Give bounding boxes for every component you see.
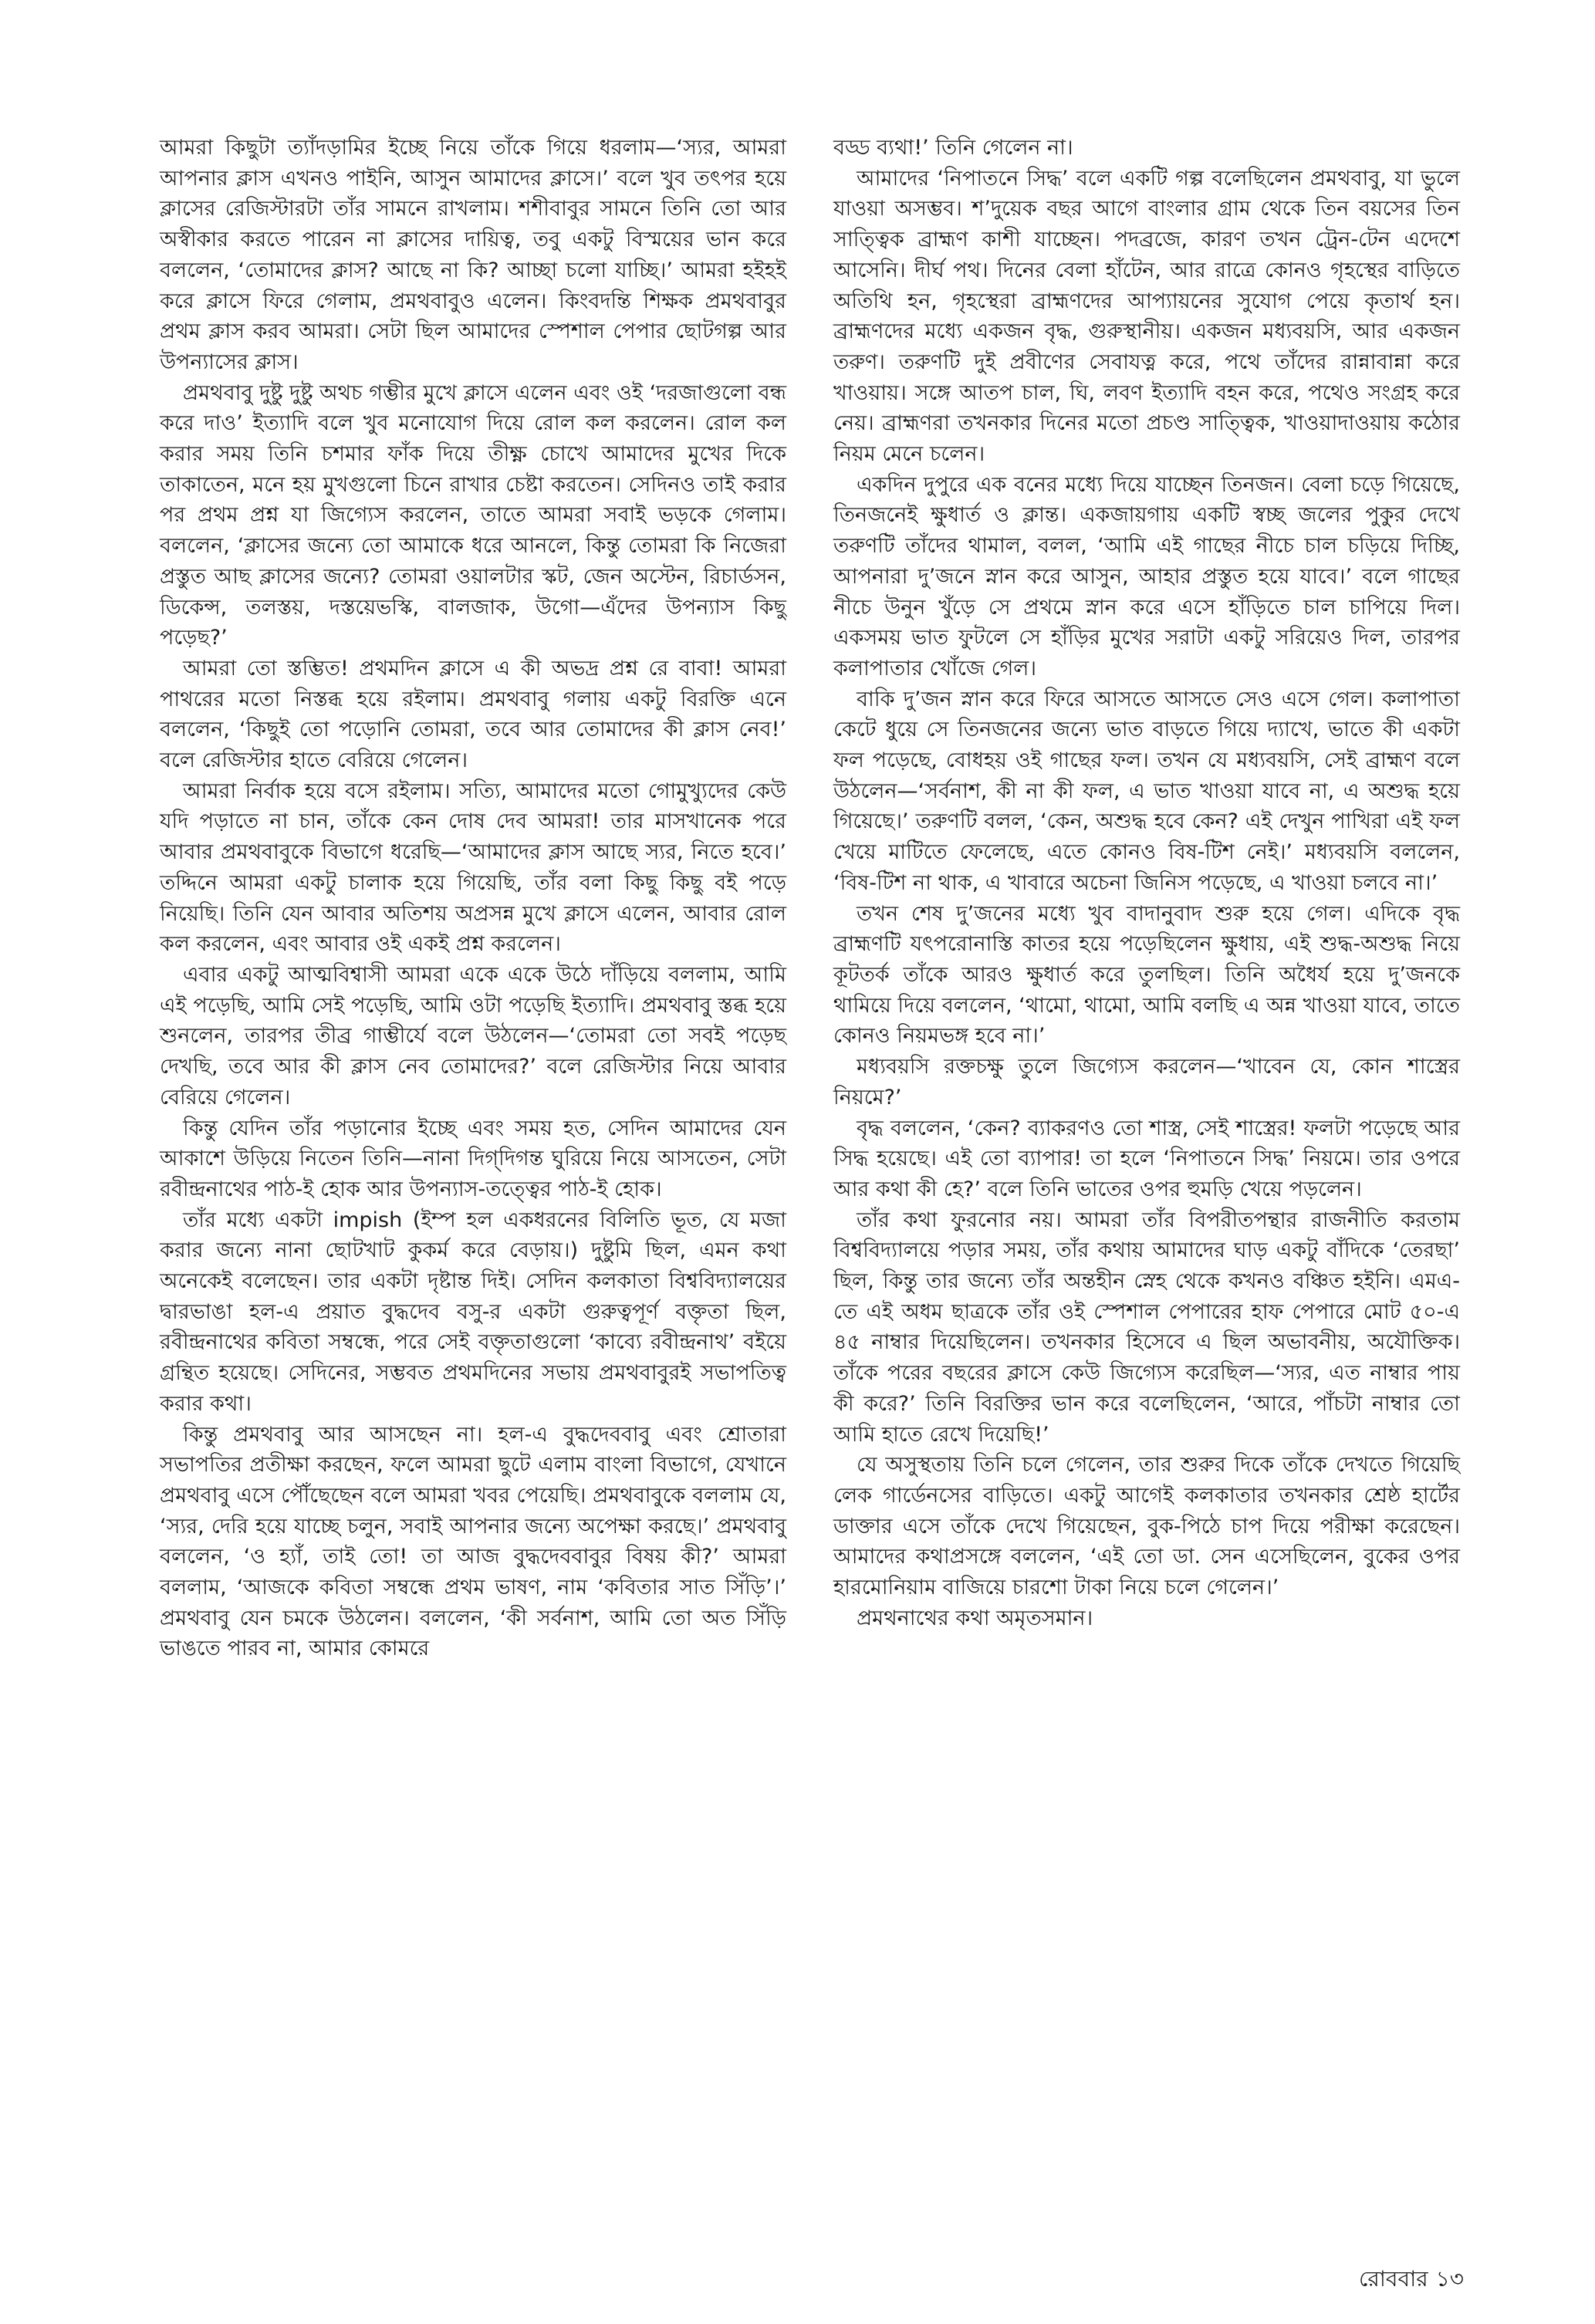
paragraph: আমরা তো স্তম্ভিত! প্রথমদিন ক্লাসে এ কী অভদ্র প্রশ্ন রে বাবা! আমরা পাথরের মতো নিস্তব্ধ হয়ে রইলাম। প্রমথবাবু গলায় একটু বিরক্তি এনে বললেন, ‘কিছুই তো পড়োনি তোমরা, তবে আর তোমাদের কী ক্লাস নেব!’ বলে রেজিস্টার হাতে বেরিয়ে গেলেন।	[160, 656, 786, 773]
page-number: ১৩	[1435, 2266, 1464, 2292]
paragraph: আমাদের ‘নিপাতনে সিদ্ধ’ বলে একটি গল্প বলেছিলেন প্রমথবাবু, যা ভুলে যাওয়া অসম্ভব। শ’দুয়েক বছর আগে বাংলার গ্রাম থেকে তিন বয়সের তিন সাত্ত্বিক ব্রাহ্মণ কাশী যাচ্ছেন। পদব্রজে, কারণ তখন ট্রেন-টেন এদেশে আসেনি। দীর্ঘ পথ। দিনের বেলা হাঁটেন, আর রাত্রে কোনও গৃহস্থের বাড়িতে অতিথি হন, গৃহস্থেরা ব্রাহ্মণদের আপ্যায়নের সুযোগ পেয়ে কৃতার্থ হন। ব্রাহ্মণদের মধ্যে একজন বৃদ্ধ, গুরুস্থানীয়। একজন মধ্যবয়সি, আর একজন তরুণ। তরুণটি দুই প্রবীণের সেবাযত্ন করে, পথে তাঁদের রান্নাবান্না করে খাওয়ায়। সঙ্গে আতপ চাল, ঘি, লবণ ইত্যাদি বহন করে, পথেও সংগ্রহ করে নেয়। ব্রাহ্মণরা তখনকার দিনের মতো প্রচণ্ড সাত্ত্বিক, খাওয়াদাওয়ায় কঠোর নিয়ম মেনে চলেন।	[833, 166, 1460, 467]
paragraph: কিন্তু যেদিন তাঁর পড়ানোর ইচ্ছে এবং সময় হত, সেদিন আমাদের যেন আকাশে উড়িয়ে নিতেন তিনি—নানা দিগ্‌দিগন্ত ঘুরিয়ে নিয়ে আসতেন, সেটা রবীন্দ্রনাথের পাঠ-ই হোক আর উপন্যাস-তত্ত্বের পাঠ-ই হোক।	[160, 1116, 786, 1201]
paragraph: তাঁর মধ্যে একটা impish (ইম্প হল একধরনের বিলিতি ভূত, যে মজা করার জন্যে নানা ছোটখাট কুকর্ম করে বেড়ায়।) দুষ্টুমি ছিল, এমন কথা অনেকেই বলেছেন। তার একটা দৃষ্টান্ত দিই। সেদিন কলকাতা বিশ্ববিদ্যালয়ের দ্বারভাঙা হল-এ প্রয়াত বুদ্ধদেব বসু-র একটা গুরুত্বপূর্ণ বক্তৃতা ছিল, রবীন্দ্রনাথের কবিতা সম্বন্ধে, পরে সেই বক্তৃতাগুলো ‘কাব্যে রবীন্দ্রনাথ’ বইয়ে গ্রন্থিত হয়েছে। সেদিনের, সম্ভবত প্রথমদিনের সভায় প্রমথবাবুরই সভাপতিত্ব করার কথা।	[160, 1208, 786, 1416]
paragraph: বৃদ্ধ বললেন, ‘কেন? ব্যাকরণও তো শাস্ত্র, সেই শাস্ত্রের! ফলটা পড়েছে আর সিদ্ধ হয়েছে। এই তো ব্যাপার! তা হলে ‘নিপাতনে সিদ্ধ’ নিয়মে। তার ওপরে আর কথা কী হে?’ বলে তিনি ভাতের ওপর হুমড়ি খেয়ে পড়লেন।	[833, 1116, 1460, 1201]
paragraph: বড্ড ব্যথা!’ তিনি গেলেন না।	[833, 136, 1073, 160]
publication-name: রোববার	[1359, 2266, 1428, 2292]
right-column	[833, 133, 1460, 1633]
page-footer	[1351, 2262, 1464, 2299]
paragraph: প্রমথনাথের কথা অমৃতসমান।	[857, 1606, 1093, 1630]
left-column	[160, 133, 786, 1664]
paragraph: আমরা কিছুটা ত্যাঁদড়ামির ইচ্ছে নিয়ে তাঁকে গিয়ে ধরলাম—‘স্যর, আমরা আপনার ক্লাস এখনও পাইনি, আসুন আমাদের ক্লাসে।’ বলে খুব তৎপর হয়ে ক্লাসের রেজিস্টারটা তাঁর সামনে রাখলাম। শশীবাবুর সামনে তিনি তো আর অস্বীকার করতে পারেন না ক্লাসের দায়িত্ব, তবু একটু বিস্ময়ের ভান করে বললেন, ‘তোমাদের ক্লাস? আছে না কি? আচ্ছা চলো যাচ্ছি।’ আমরা হইহই করে ক্লাসে ফিরে গেলাম, প্রমথবাবুও এলেন। কিংবদন্তি শিক্ষক প্রমথবাবুর প্রথম ক্লাস করব আমরা। সেটা ছিল আমাদের স্পেশাল পেপার ছোটগল্প আর উপন্যাসের ক্লাস।	[160, 136, 786, 374]
paragraph: আমরা নির্বাক হয়ে বসে রইলাম। সত্যি, আমাদের মতো গোমুখ্যুদের কেউ যদি পড়াতে না চান, তাঁকে কেন দোষ দেব আমরা! তার মাসখানেক পরে আবার প্রমথবাবুকে বিভাগে ধরেছি—‘আমাদের ক্লাস আছে স্যর, নিতে হবে।’ তদ্দিনে আমরা একটু চালাক হয়ে গিয়েছি, তাঁর বলা কিছু কিছু বই পড়ে নিয়েছি। তিনি যেন আবার অতিশয় অপ্রসন্ন মুখে ক্লাসে এলেন, আবার রোল কল করলেন, এবং আবার ওই একই প্রশ্ন করলেন।	[160, 779, 786, 957]
paragraph: প্রমথবাবু দুষ্টু দুষ্টু অথচ গম্ভীর মুখে ক্লাসে এলেন এবং ওই ‘দরজাগুলো বন্ধ করে দাও’ ইত্যাদি বলে খুব মনোযোগ দিয়ে রোল কল করলেন। রোল কল করার সময় তিনি চশমার ফাঁক দিয়ে তীক্ষ্ণ চোখে আমাদের মুখের দিকে তাকাতেন, মনে হয় মুখগুলো চিনে রাখার চেষ্টা করতেন। সেদিনও তাই করার পর প্রথম প্রশ্ন যা জিগ্যেস করলেন, তাতে আমরা সবাই ভড়কে গেলাম। বললেন, ‘ক্লাসের জন্যে তো আমাকে ধরে আনলে, কিন্তু তোমরা কি নিজেরা প্রস্তুত আছ ক্লাসের জন্যে? তোমরা ওয়ালটার স্কট, জেন অস্টেন, রিচার্ডসন, ডিকেন্স, তলস্তয়, দস্তয়েভস্কি, বালজাক, উগো—এঁদের উপন্যাস কিছু পড়েছ?’	[160, 380, 786, 650]
paragraph: তাঁর কথা ফুরনোর নয়। আমরা তাঁর বিপরীতপন্থার রাজনীতি করতাম বিশ্ববিদ্যালয়ে পড়ার সময়, তাঁর কথায় আমাদের ঘাড় একটু বাঁদিকে ‘তেরছা’ ছিল, কিন্তু তার জন্যে তাঁর অন্তহীন স্নেহ থেকে কখনও বঞ্চিত হইনি। এমএ-তে এই অধম ছাত্রকে তাঁর ওই স্পেশাল পেপারের হাফ পেপারে মোট ৫০-এ ৪৫ নাম্বার দিয়েছিলেন। তখনকার হিসেবে এ ছিল অভাবনীয়, অযৌক্তিক। তাঁকে পরের বছরের ক্লাসে কেউ জিগ্যেস করেছিল—‘স্যর, এত নাম্বার পায় কী করে?’ তিনি বিরক্তির ভান করে বলেছিলেন, ‘আরে, পাঁচটা নাম্বার তো আমি হাতে রেখে দিয়েছি!’	[833, 1208, 1460, 1447]
paragraph: যে অসুস্থতায় তিনি চলে গেলেন, তার শুরুর দিকে তাঁকে দেখতে গিয়েছি লেক গার্ডেনসের বাড়িতে। একটু আগেই কলকাতার তখনকার শ্রেষ্ঠ হার্টের ডাক্তার এসে তাঁকে দেখে গিয়েছেন, বুক-পিঠে চাপ দিয়ে পরীক্ষা করেছেন। আমাদের কথাপ্রসঙ্গে বললেন, ‘এই তো ডা. সেন এসেছিলেন, বুকের ওপর হারমোনিয়াম বাজিয়ে চারশো টাকা নিয়ে চলে গেলেন।’	[833, 1453, 1460, 1600]
paragraph: বাকি দু’জন স্নান করে ফিরে আসতে আসতে সেও এসে গেল। কলাপাতা কেটে ধুয়ে সে তিনজনের জন্যে ভাত বাড়তে গিয়ে দ্যাখে, ভাতে কী একটা ফল পড়েছে, বোধহয় ওই গাছের ফল। তখন যে মধ্যবয়সি, সেই ব্রাহ্মণ বলে উঠলেন—‘সর্বনাশ, কী না কী ফল, এ ভাত খাওয়া যাবে না, এ অশুদ্ধ হয়ে গিয়েছে।’ তরুণটি বলল, ‘কেন, অশুদ্ধ হবে কেন? এই দেখুন পাখিরা এই ফল খেয়ে মাটিতে ফেলেছে, এতে কোনও বিষ-টিশ নেই।’ মধ্যবয়সি বললেন, ‘বিষ-টিশ না থাক, এ খাবারে অচেনা জিনিস পড়েছে, এ খাওয়া চলবে না।’	[833, 687, 1460, 895]
paragraph: তখন শেষ দু’জনের মধ্যে খুব বাদানুবাদ শুরু হয়ে গেল। এদিকে বৃদ্ধ ব্রাহ্মণটি যৎপরোনাস্তি কাতর হয়ে পড়েছিলেন ক্ষুধায়, এই শুদ্ধ-অশুদ্ধ নিয়ে কূটতর্ক তাঁকে আরও ক্ষুধার্ত করে তুলছিল। তিনি অধৈর্য হয়ে দু’জনকে থামিয়ে দিয়ে বললেন, ‘থামো, থামো, আমি বলছি এ অন্ন খাওয়া যাবে, তাতে কোনও নিয়মভঙ্গ হবে না।’	[833, 901, 1460, 1049]
paragraph: একদিন দুপুরে এক বনের মধ্যে দিয়ে যাচ্ছেন তিনজন। বেলা চড়ে গিয়েছে, তিনজনেই ক্ষুধার্ত ও ক্লান্ত। একজায়গায় একটি স্বচ্ছ জলের পুকুর দেখে তরুণটি তাঁদের থামাল, বলল, ‘আমি এই গাছের নীচে চাল চড়িয়ে দিচ্ছি, আপনারা দু’জনে স্নান করে আসুন, আহার প্রস্তুত হয়ে যাবে।’ বলে গাছের নীচে উনুন খুঁড়ে সে প্রথমে স্নান করে এসে হাঁড়িতে চাল চাপিয়ে দিল। একসময় ভাত ফুটলে সে হাঁড়ির মুখের সরাটা একটু সরিয়েও দিল, তারপর কলাপাতার খোঁজে গেল।	[833, 472, 1460, 681]
paragraph: এবার একটু আত্মবিশ্বাসী আমরা একে একে উঠে দাঁড়িয়ে বললাম, আমি এই পড়েছি, আমি সেই পড়েছি, আমি ওটা পড়েছি ইত্যাদি। প্রমথবাবু স্তব্ধ হয়ে শুনলেন, তারপর তীব্র গাম্ভীর্যে বলে উঠলেন—‘তোমরা তো সবই পড়েছ দেখছি, তবে আর কী ক্লাস নেব তোমাদের?’ বলে রেজিস্টার নিয়ে আবার বেরিয়ে গেলেন।	[160, 962, 786, 1110]
paragraph: মধ্যবয়সি রক্তচক্ষু তুলে জিগ্যেস করলেন—‘খাবেন যে, কোন শাস্ত্রের নিয়মে?’	[833, 1055, 1460, 1110]
paragraph: কিন্তু প্রমথবাবু আর আসছেন না। হল-এ বুদ্ধদেববাবু এবং শ্রোতারা সভাপতির প্রতীক্ষা করছেন, ফলে আমরা ছুটে এলাম বাংলা বিভাগে, যেখানে প্রমথবাবু এসে পৌঁছেছেন বলে আমরা খবর পেয়েছি। প্রমথবাবুকে বললাম যে, ‘স্যর, দেরি হয়ে যাচ্ছে চলুন, সবাই আপনার জন্যে অপেক্ষা করছে।’ প্রমথবাবু বললেন, ‘ও হ্যাঁ, তাই তো! তা আজ বুদ্ধদেববাবুর বিষয় কী?’ আমরা বললাম, ‘আজকে কবিতা সম্বন্ধে প্রথম ভাষণ, নাম ‘কবিতার সাত সিঁড়ি’।’ প্রমথবাবু যেন চমকে উঠলেন। বললেন, ‘কী সর্বনাশ, আমি তো অত সিঁড়ি ভাঙতে পারব না, আমার কোমরে	[160, 1422, 786, 1661]
